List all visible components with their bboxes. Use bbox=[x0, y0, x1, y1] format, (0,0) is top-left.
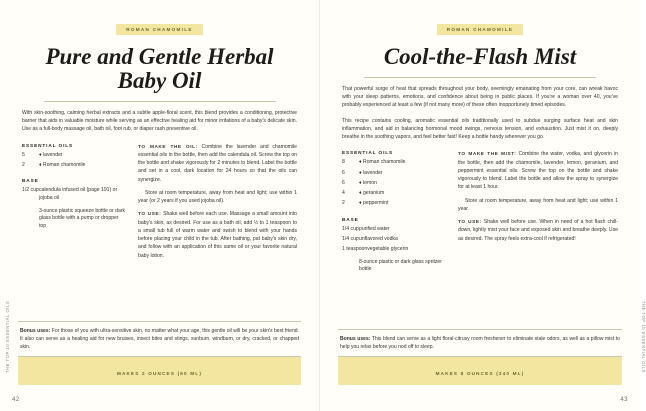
drop-icon: ♦ bbox=[359, 179, 362, 186]
ingredient-amount: 4 bbox=[342, 189, 345, 196]
ingredient-item bbox=[22, 162, 127, 170]
ingredient-unit: teaspoon bbox=[346, 245, 368, 252]
bonus-uses-text-left bbox=[20, 327, 299, 351]
step-lead: TO MAKE THE OIL: bbox=[138, 143, 198, 149]
step-lead: TO USE: bbox=[458, 219, 482, 225]
step-text: Combine the water, vodka, and glycerin in the bottle, then add the chamomile, lavender, lemon, geranium, and peppermint essential oils. Screw the top on the bottle and shake vigorously to blend. Label the bottle and allow the spray to synergize for at least 1 hour. bbox=[458, 151, 619, 191]
ingredient-item bbox=[342, 159, 447, 167]
ingredient-amount: 2 bbox=[22, 161, 25, 168]
folio-left: 42 bbox=[12, 397, 20, 403]
ingredient-label: calendula infused oil (page 191) or jojoba oil bbox=[39, 187, 118, 201]
directions-column-right bbox=[458, 150, 618, 273]
ingredient-label: peppermint bbox=[363, 199, 389, 206]
ingredient-name bbox=[359, 200, 447, 208]
drop-icon: ♦ bbox=[39, 161, 42, 168]
bonus-uses-text-right bbox=[340, 335, 620, 351]
ingredient-item bbox=[342, 200, 447, 208]
step-text: Shake well before each use. Massage a small amount into baby's skin, as desired. For use as a bath oil, add ½ to 1 teaspoon to a small tub full of warm water and swish to blend with your hands before placing your child in the tub. After bathing, pat baby's skin dry, and follow with an application of this same oil or your favorite natural baby lotion. bbox=[138, 211, 297, 259]
ingredient-amount bbox=[342, 236, 359, 244]
intro-paragraph-left: With skin-soothing, calming herbal extracts and a subtle apple-floral scent, this blend provides a conditioning, protective barrier that aids in valuable moisture while serving as an effective healing aid for minor irritations of a baby's delicate skin. Use as a full-body massage oil, bath oil, foot rub, or diaper rash preventive oil. bbox=[22, 109, 297, 133]
yield-text-right: MAKES 8 OUNCES (240 ML) bbox=[435, 371, 525, 376]
ingredient-item bbox=[22, 187, 127, 202]
drop-icon: ♦ bbox=[359, 159, 362, 166]
ingredient-item bbox=[342, 180, 447, 188]
drop-icon: ♦ bbox=[359, 189, 362, 196]
recipe-columns-left bbox=[22, 143, 297, 265]
container-note-right: 8-ounce plastic or dark glass spritzer bottle bbox=[359, 258, 442, 273]
ingredient-name bbox=[359, 170, 447, 178]
running-head-left: THE TOP 10 ESSENTIAL OILS bbox=[5, 300, 10, 373]
ingredient-name bbox=[39, 152, 127, 160]
drop-icon: ♦ bbox=[39, 151, 42, 158]
bonus-uses-label: Bonus uses: bbox=[20, 327, 51, 334]
bonus-uses-box-left bbox=[18, 321, 301, 357]
ingredient-name bbox=[359, 159, 447, 167]
step-text: Shake well before use. When in need of a hot flash chill-down, lightly mist your face and exposed skin and breathe deeply. Use as desired. The spray feels extra-cool if refrigerated! bbox=[458, 219, 618, 242]
ingredient-name bbox=[39, 162, 127, 170]
step-text: Store at room temperature, away from heat and light; use within 1 year. bbox=[458, 197, 618, 212]
ingredient-amount: 2 bbox=[342, 199, 345, 206]
ingredient-item bbox=[342, 170, 447, 178]
intro-paragraph-right-1: That powerful surge of heat that spreads throughout your body, seemingly emanating from your core, can wreak havoc with your sleep patterns, emotions, and confidence about being in public places. If you're a woman over 40, you've probably experienced at least a few (if not many more) of these often inopportunely timed episodes. bbox=[342, 85, 618, 109]
running-head-right: THE TOP 10 ESSENTIAL OILS bbox=[641, 300, 646, 373]
ingredient-fraction: 1 bbox=[342, 245, 345, 252]
ingredient-name bbox=[359, 180, 447, 188]
ingredient-fraction: 1/4 bbox=[342, 235, 350, 242]
ingredients-column-left bbox=[22, 143, 127, 265]
ingredient-name bbox=[359, 190, 447, 198]
ingredient-amount: 8 bbox=[342, 159, 345, 166]
ingredient-amount: 6 bbox=[342, 169, 345, 176]
bonus-uses-box-right bbox=[338, 329, 622, 357]
base-heading-right: BASE bbox=[342, 216, 359, 222]
bonus-uses-body: This blend can serve as a light floral-citrusy room freshener to eliminate stale odors, as well as a pillow mist to help you relax before you nod off to sleep. bbox=[340, 335, 620, 350]
container-note-left: 3-ounce plastic squeeze bottle or dark glass bottle with a pump or dropper top bbox=[39, 207, 126, 229]
bonus-uses-label: Bonus uses: bbox=[340, 335, 371, 342]
kicker-wrap-left bbox=[18, 18, 301, 36]
ingredient-amount bbox=[342, 226, 359, 234]
essential-oils-heading-right: ESSENTIAL OILS bbox=[342, 150, 394, 156]
ingredient-label: Roman chamomile bbox=[43, 161, 86, 168]
kicker-right: ROMAN CHAMOMILE bbox=[437, 24, 523, 35]
ingredients-column-right bbox=[342, 150, 447, 273]
ingredient-label: lavender bbox=[43, 151, 63, 158]
direction-step bbox=[458, 150, 618, 191]
ingredient-unit: cup bbox=[350, 225, 359, 232]
step-lead: TO MAKE THE MIST: bbox=[458, 151, 517, 157]
ingredient-label: geranium bbox=[363, 189, 385, 196]
ingredient-fraction: 1/4 bbox=[342, 225, 350, 232]
ingredient-amount bbox=[22, 187, 39, 202]
ingredient-item bbox=[342, 226, 447, 234]
ingredient-fraction: 1/2 bbox=[22, 187, 30, 194]
ingredient-unit: cup bbox=[350, 235, 359, 242]
direction-step bbox=[138, 189, 297, 206]
direction-step bbox=[138, 210, 297, 260]
ingredient-unit: cup bbox=[30, 187, 39, 194]
recipe-columns-right bbox=[342, 150, 618, 273]
ingredient-label: vegetable glycerin bbox=[367, 245, 409, 252]
direction-step bbox=[458, 197, 618, 214]
ingredient-item bbox=[342, 236, 447, 244]
kicker-left: ROMAN CHAMOMILE bbox=[116, 24, 202, 35]
ingredient-label: unflavored vodka bbox=[359, 235, 398, 242]
drop-icon: ♦ bbox=[359, 199, 362, 206]
page-left bbox=[0, 0, 320, 411]
base-heading-left: BASE bbox=[22, 178, 39, 184]
intro-paragraph-right-2: This recipe contains cooling, aromatic essential oils traditionally used to subdue surging surface heat and skin inflammation, and aid in balancing hormonal mood swings, nervous tension, and exhaustion. Just mist it on, deeply breathe in the soothing vapors, and feel better fast! Keep a bottle handy wherever you go. bbox=[342, 117, 618, 141]
title-rule-right bbox=[364, 77, 596, 78]
kicker-wrap-right bbox=[338, 18, 622, 36]
ingredient-amount: 5 bbox=[22, 151, 25, 158]
ingredient-label: lavender bbox=[363, 169, 383, 176]
drop-icon: ♦ bbox=[359, 169, 362, 176]
step-text: Combine the lavender and chamomile essential oils in the bottle, then add the calendula oil. Screw the top on the bottle and shake vigorously for 2 minutes to blend. Label the bottle and set in a cool, dark location for 24 hours so that the oils can synergize. bbox=[138, 143, 297, 183]
direction-step bbox=[138, 143, 297, 184]
yield-bar-right bbox=[338, 357, 622, 385]
ingredient-item bbox=[22, 152, 127, 160]
ingredient-label: Roman chamomile bbox=[363, 159, 406, 166]
ingredient-amount: 6 bbox=[342, 179, 345, 186]
bonus-uses-body: For those of you with ultra-sensitive skin, no matter what your age, this gentle oil will be your skin's best friend. It also can serve as a healing aid for new bruises, insect bites and stings, sunburn, windburn, or dry, cracked, or chapped skin. bbox=[20, 327, 299, 350]
page-title-left: Pure and Gentle Herbal Baby Oil bbox=[45, 44, 274, 93]
step-lead: TO USE: bbox=[138, 211, 162, 217]
ingredient-item bbox=[342, 246, 447, 254]
ingredient-label: purified water bbox=[359, 225, 390, 232]
ingredient-label: lemon bbox=[363, 179, 377, 186]
ingredient-item bbox=[342, 190, 447, 198]
yield-text-left: MAKES 2 OUNCES (60 ML) bbox=[116, 371, 203, 376]
step-text: Store at room temperature, away from heat and light; use within 1 year (or 2 years if you used jojoba oil). bbox=[138, 189, 297, 205]
directions-column-left bbox=[138, 143, 297, 265]
page-right bbox=[320, 0, 646, 411]
ingredient-amount bbox=[342, 246, 367, 254]
yield-bar-left bbox=[18, 357, 301, 385]
direction-step bbox=[458, 218, 618, 243]
folio-right: 43 bbox=[620, 397, 628, 403]
essential-oils-heading-left: ESSENTIAL OILS bbox=[22, 142, 74, 148]
page-title-right: Cool-the-Flash Mist bbox=[383, 44, 577, 69]
title-rule-left bbox=[44, 101, 276, 102]
